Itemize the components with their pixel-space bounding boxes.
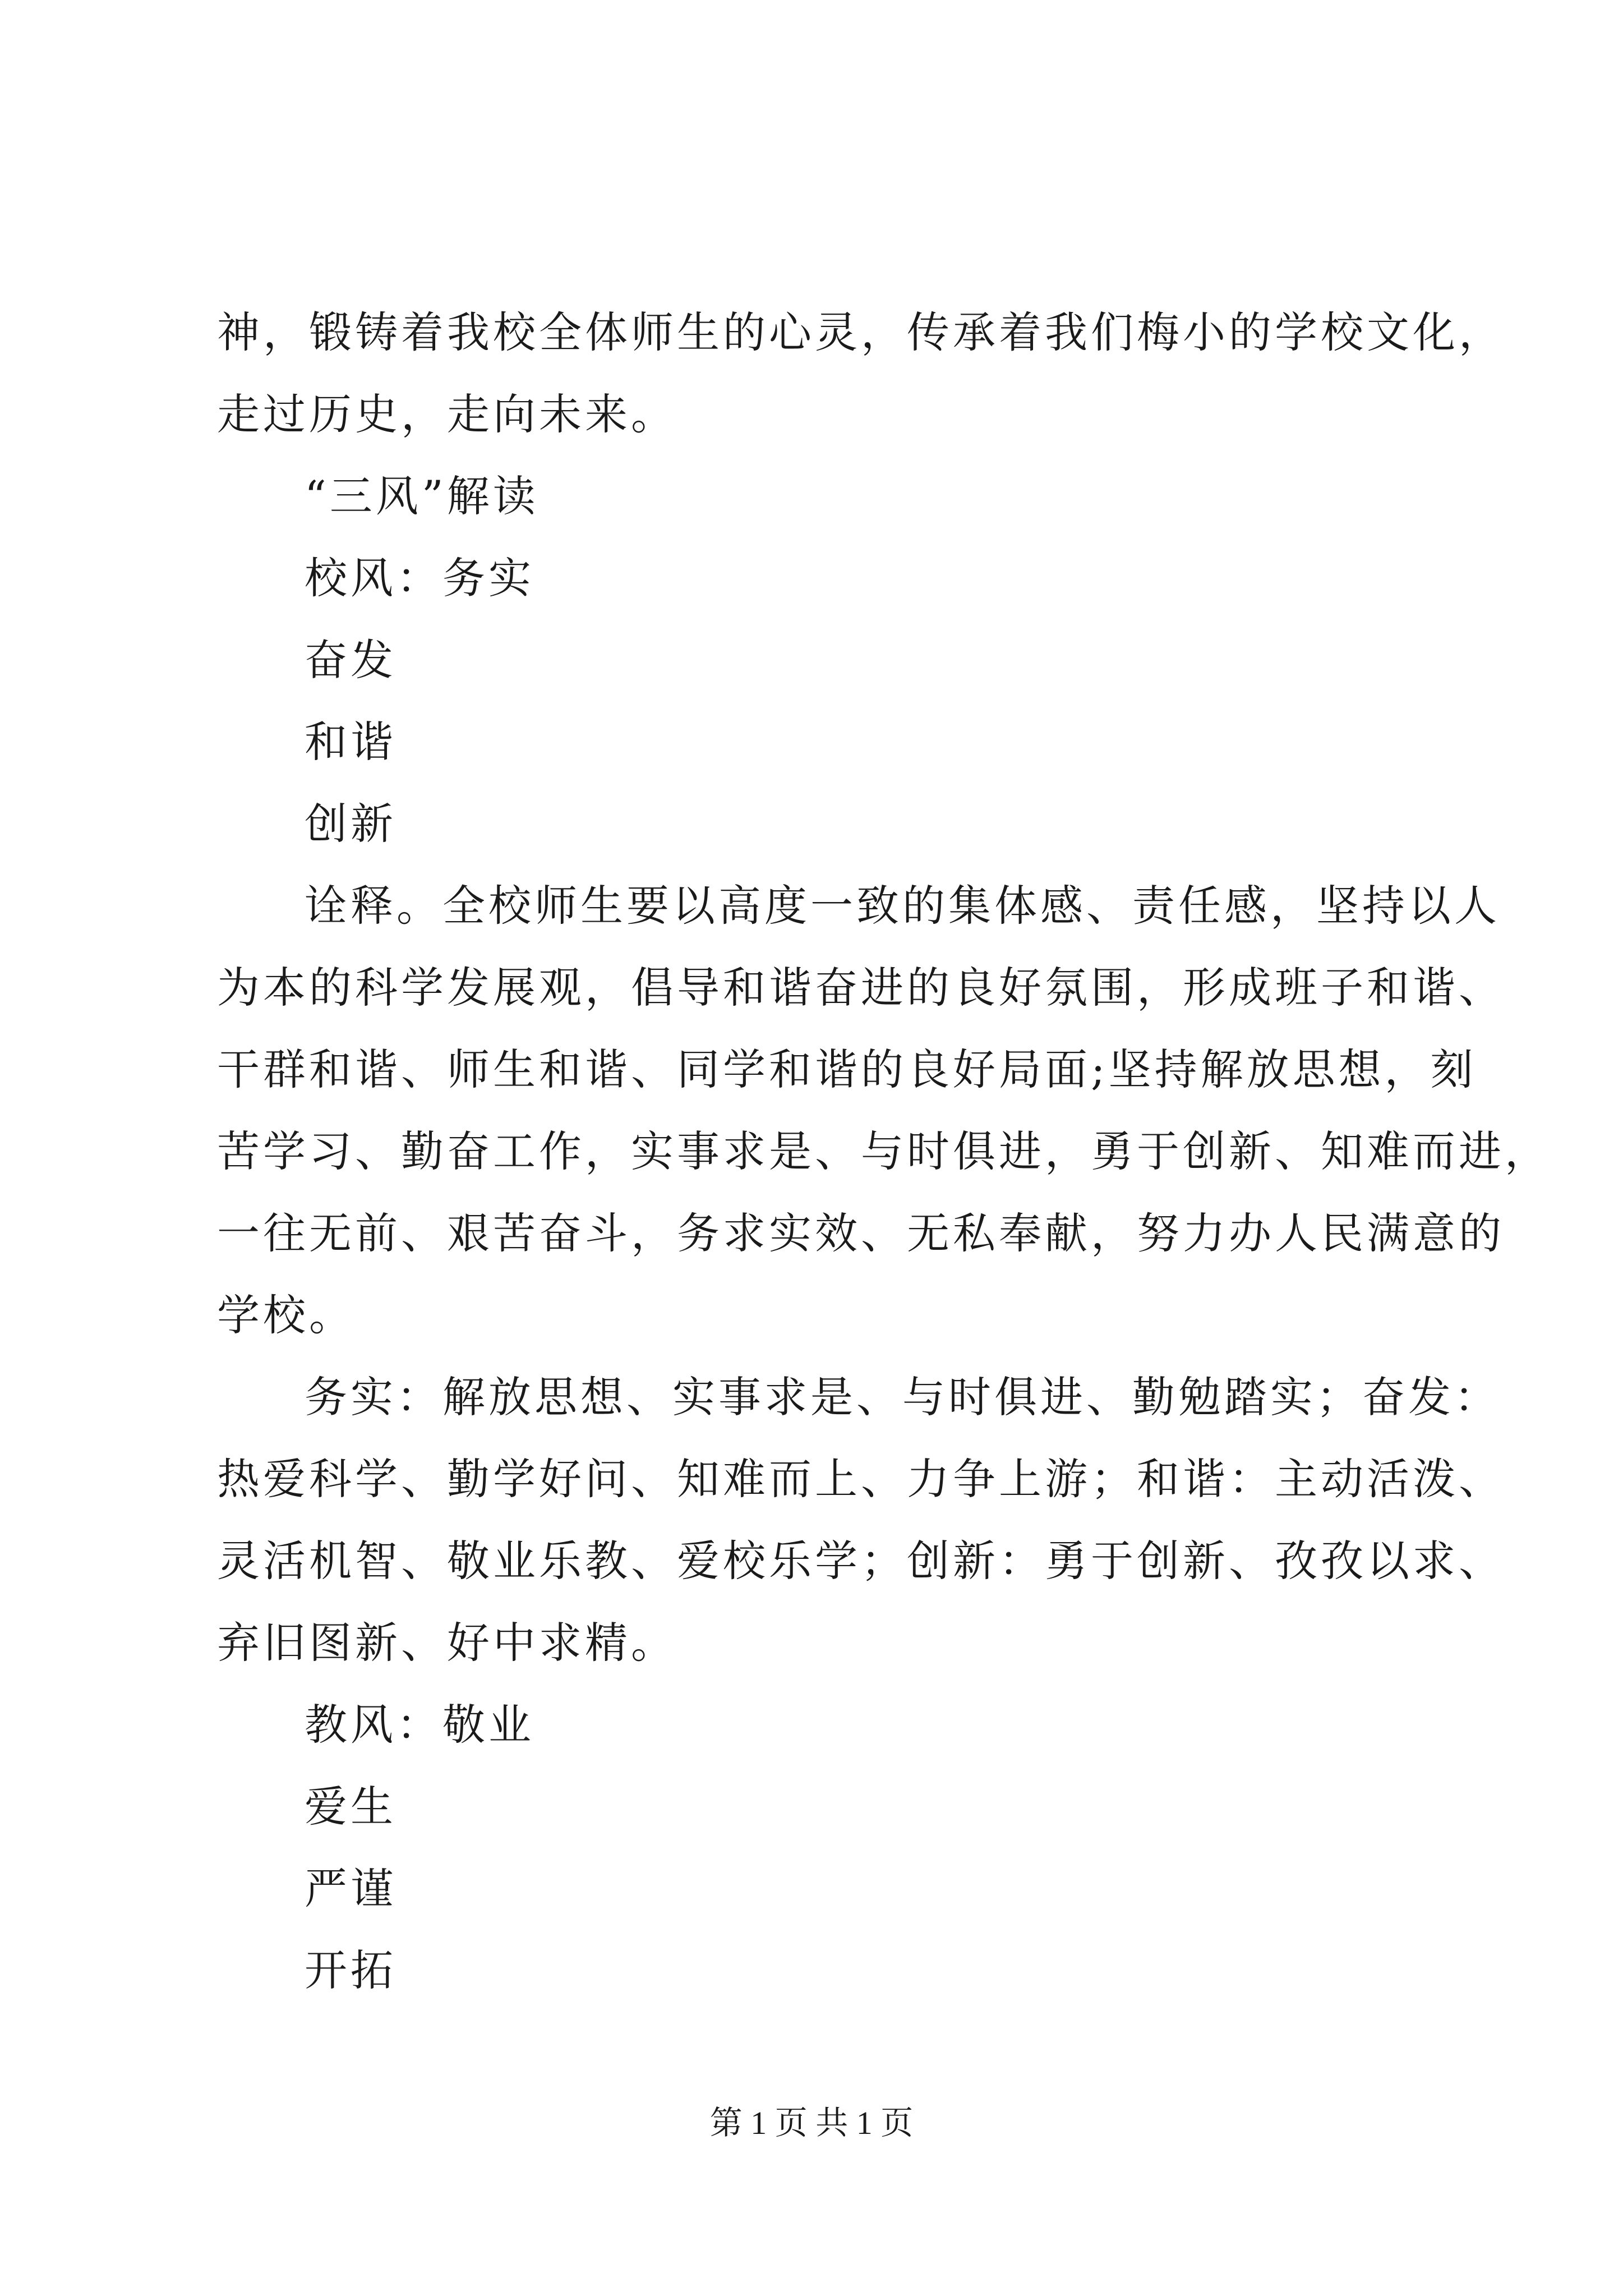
motto-item: 和谐	[305, 717, 396, 767]
document-body	[217, 292, 1551, 2012]
section-heading: “三风”解读	[305, 471, 539, 521]
paragraph-line: 一往无前、艰苦奋斗，务求实效、无私奉献，努力办人民满意的	[217, 1208, 1505, 1258]
motto-item: 严谨	[305, 1864, 396, 1913]
paragraph-line: 苦学习、勤奋工作，实事求是、与时俱进，勇于创新、知难而进，	[217, 1126, 1551, 1176]
paragraph-line: 务实：解放思想、实事求是、与时俱进、勤勉踏实；奋发：	[305, 1372, 1500, 1422]
page-footer: 第 1 页 共 1 页	[709, 2105, 914, 2141]
motto-item: 开拓	[305, 1945, 396, 1995]
motto-item: 创新	[305, 799, 396, 849]
paragraph-line: 灵活机智、敬业乐教、爱校乐学；创新：勇于创新、孜孜以求、	[217, 1536, 1505, 1586]
paragraph-line: 弃旧图新、好中求精。	[217, 1618, 677, 1668]
teaching-motto-heading: 教风：敬业	[305, 1700, 534, 1750]
motto-item: 爱生	[305, 1782, 396, 1832]
paragraph-line: 为本的科学发展观，倡导和谐奋进的良好氛围，形成班子和谐、	[217, 963, 1505, 1013]
paragraph-line: 神，锻铸着我校全体师生的心灵，传承着我们梅小的学校文化，	[217, 307, 1505, 357]
paragraph-line: 热爱科学、勤学好问、知难而上、力争上游；和谐：主动活泼、	[217, 1454, 1505, 1504]
paragraph-line: 走过历史，走向未来。	[217, 389, 677, 439]
school-motto-heading: 校风：务实	[305, 553, 534, 603]
motto-item: 奋发	[305, 635, 396, 685]
paragraph-line: 诠释。全校师生要以高度一致的集体感、责任感，坚持以人	[305, 881, 1500, 931]
paragraph-line: 干群和谐、师生和谐、同学和谐的良好局面;坚持解放思想，刻	[217, 1045, 1477, 1094]
paragraph-line: 学校。	[217, 1290, 355, 1340]
